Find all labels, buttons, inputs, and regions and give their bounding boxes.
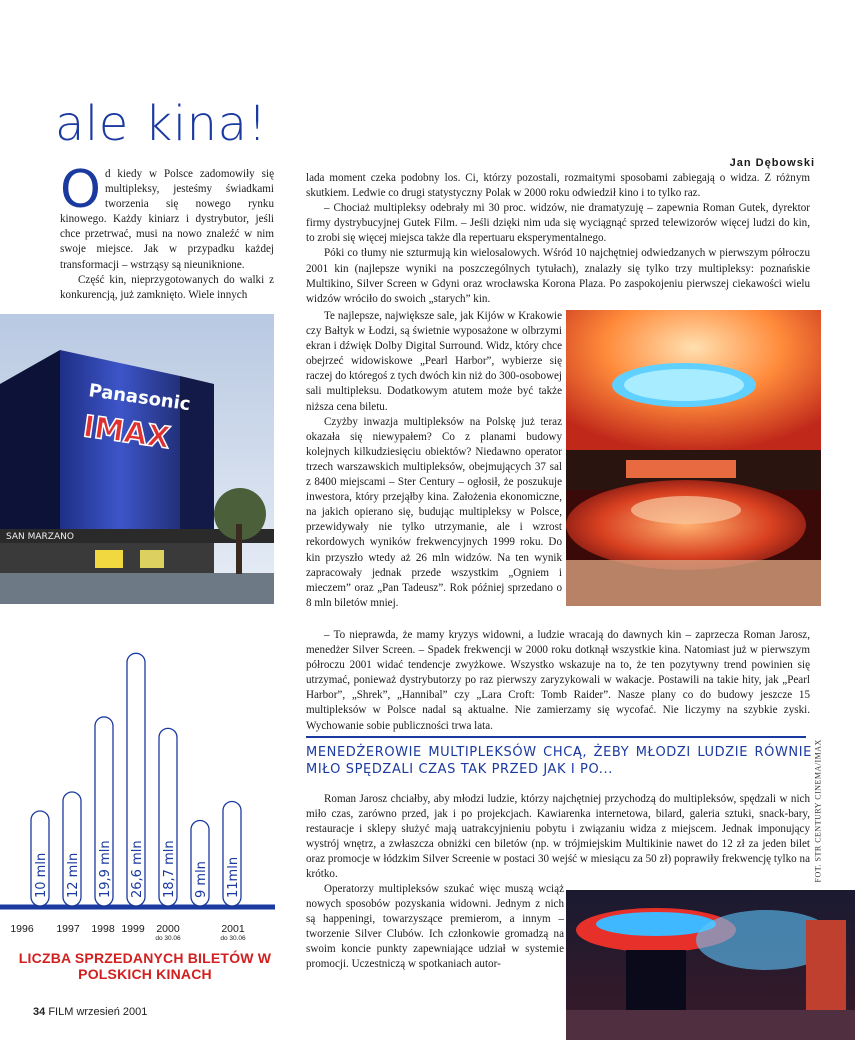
paragraph: Póki co tłumy nie szturmują kin wielosalowych. Wśród 10 najchętniej odwiedzanych w pierwszym półroczu 2001 kin (najlepsze wyniki na poszczególnych tytułach), znalazły się tylko trzy multipleksy: poznańskie Multikino, Silver Screen w Gdyni oraz wrocławska Korona Plaza. Po zaspokojeniu pierwszej ciekawości wielu widzów wróciło do swoich „starych” kin.: [306, 247, 810, 305]
chart-category-label: 1997: [56, 923, 80, 935]
chart-value-label: 9 mln: [194, 861, 209, 898]
chart-category-label: 2000: [156, 923, 180, 935]
chart-category-label: 2001: [221, 923, 245, 935]
paragraph: Te najlepsze, największe sale, jak Kijów w Krakowie czy Bałtyk w Łodzi, są świetnie wyposażone w olbrzymi ekran i dźwięk Dolby Digital Surround. Widz, który chce obejrzeć widowiskowe „Pearl Harbor”, wybierze się raczej do któregoś z tych dwóch kin niż do 300-osobowej sali multipleksu. Dodatkowym atutem może być także niższa cena biletu.: [306, 310, 563, 413]
photo-credit-text: FOT. STR CENTURY CINEMA/IMAX: [813, 739, 823, 883]
issue-date: wrzesień 2001: [76, 1006, 148, 1018]
article-column-bottom: [306, 882, 564, 973]
paragraph: lada moment czeka podobny los. Ci, którzy pozostali, rozmaitymi sposobami zabiegają o widza. Z różnym skutkiem. Ledwie co drugi statystyczny Polak w 2000 roku odwiedził kino i to tylko raz.: [306, 172, 810, 200]
chart-value-label: 19,9 mln: [98, 840, 113, 898]
imax-building-illustration: [0, 314, 274, 604]
article-column-top: [306, 171, 810, 307]
imax-sign-top: Panasonic: [87, 380, 192, 416]
article-column-quote: [306, 628, 810, 734]
chart-category-note: do 30.06: [155, 935, 181, 942]
ticket-sales-chart: [0, 630, 290, 950]
dropcap: O: [60, 160, 101, 220]
chart-category-label: 1999: [121, 923, 145, 935]
chart-title: LICZBA SPRZEDANYCH BILETÓW W POLSKICH KINACH: [18, 950, 272, 982]
article-column-mid: [306, 309, 562, 611]
hall-illustration: [566, 890, 855, 1040]
photo-credit: [808, 739, 828, 888]
imax-sign-main: IMAX: [80, 409, 173, 457]
page-footer: [33, 1006, 147, 1018]
paragraph: Czyżby inwazja multipleksów na Polskę już teraz okazała się niewypałem? Co z planami budowy kolejnych kilkudziesięciu obiektów? Niedawno operator trzech warszawskich multipleksów, obejmujących 37 sal z 8400 miejscami – Ster Century – ogłosił, że poszukuje inwestora, który przejąłby kina. Założenia ekonomiczne, na jakich opierano się, budując multipleksy w Polsce, przewidywały nie tylko utrzymanie, ale i wzrost rekordowych wyników frekwencyjnych 1999 roku. Do kin przyszło wtedy aż 26 mln widzów. Na ten wynik zapracowały jednak przede wszystkim „Ogniem i mieczem” oraz „Pan Tadeusz”. Rok później sprzedano o 8 mln biletów mniej.: [306, 415, 562, 609]
pull-quote-rule: [306, 736, 806, 738]
imax-building-photo: [0, 314, 274, 604]
article-column-sub: [306, 792, 810, 883]
article-headline: ale kina!: [55, 96, 268, 152]
page-number: 34: [33, 1006, 46, 1018]
paragraph: – Chociaż multipleksy odebrały mi 30 proc. widzów, nie dramatyzuję – zapewnia Roman Gutek, dyrektor firmy dystrybucyjnej Gutek Film. – Jeśli dzięki nim uda się wyciągnąć sprzed telewizorów więcej ludzi do kin, to zrobi się więcej miejsca także dla repertuaru eksperymentalnego.: [306, 202, 810, 245]
chart-category-note: do 30.06: [220, 935, 246, 942]
paragraph: – To nieprawda, że mamy kryzys widowni, a ludzie wracają do dawnych kin – zaprzecza Roman Jarosz, menedżer Silver Screen. – Spadek frekwencji w 2000 roku dotknął wszystkie kina. Natomiast już w pierwszym półroczu 2001 widać tendencje zwyżkowe. Wszystko wskazuje na to, że ten pozytywny trend powinien się utrzymać, ponieważ dystrybutorzy po raz pierwszy zaryzykowali w wakacje. Postawili na takie hity, jak „Pearl Harbor”, „Shrek”, „Hannibal” czy „Lara Croft: Tomb Raider”. Nasze plany co do budowy jeszcze 15 multipleksów w Polsce nadal są aktualne. Nie zamierzamy się wycofać. Nie liczymy na szybkie zyski. Wychowanie sobie publiczności trwa lata.: [306, 629, 810, 732]
article-author: Jan Dębowski: [729, 157, 815, 169]
lobby-illustration: [566, 310, 821, 606]
chart-category-label: 1996: [10, 923, 34, 935]
chart-value-label: 26,6 mln: [130, 840, 145, 898]
chart-value-label: 10 mln: [34, 852, 49, 898]
chart-value-label: 18,7 mln: [162, 840, 177, 898]
lead-paragraph: [60, 160, 274, 273]
shop-sign: SAN MARZANO: [6, 532, 74, 542]
paragraph: Roman Jarosz chciałby, aby młodzi ludzie, którzy najchętniej przychodzą do multipleksów, spędzali w nich miło czas, zarówno przed, jak i po projekcjach. Kawiarenka internetowa, bilard, galeria sztuki, snack-bary, restauracje i sklepy służyć mają uatrakcyjnieniu pobytu i związaniu widza z miejscem. Jednak imponujący wystrój wnętrz, a zwłaszcza obniżki cen biletów (np. w trójmiejskim Multikinie nawet do 12 zł za jeden bilet oraz promocje w łódzkim Silver Screenie w postaci 30 wejść w miesiącu za 50 zł) poprawiły frekwencję tylko na krótko.: [306, 793, 810, 881]
lead-text: d kiedy w Polsce zadomowiły się multipleksy, jesteśmy świadkami tworzenia się nowego rynku kinowego. Każdy kiniarz i dystrybutor, jeśli chce przetrwać, musi na nowo znaleźć w nim swoje miejsce. Jak w przypadku każdej transformacji – wstrząsy są nieuniknione.: [60, 168, 274, 271]
magazine-name: FILM: [48, 1006, 74, 1018]
paragraph: Operatorzy multipleksów szukać więc muszą wciąż nowych sposobów pozyskania widowni. Jednym z nich są happeningi, towarzyszące premierom, a innym – tworzenie Silver Clubów. Ich członkowie gromadzą na swoim koncie punkty zapewniające udział w systemie promocji. Uczestniczą w spotkaniach autor-: [306, 883, 564, 971]
cinema-hall-photo: [566, 890, 855, 1040]
chart-category-label: 1998: [91, 923, 115, 935]
article-lead-column: [60, 160, 274, 303]
lead-paragraph-2: Część kin, nieprzygotowanych do walki z konkurencją, już zamknięto. Wiele innych: [60, 273, 274, 301]
cinema-lobby-photo: [566, 310, 821, 606]
pull-quote: MENEDŻEROWIE MULTIPLEKSÓW CHCĄ, ŻEBY MŁODZI LUDZIE RÓWNIE MIŁO SPĘDZALI CZAS TAK PRZED JAK I PO...: [306, 745, 812, 777]
chart-value-label: 11mln: [226, 856, 241, 898]
chart-value-label: 12 mln: [66, 852, 81, 898]
